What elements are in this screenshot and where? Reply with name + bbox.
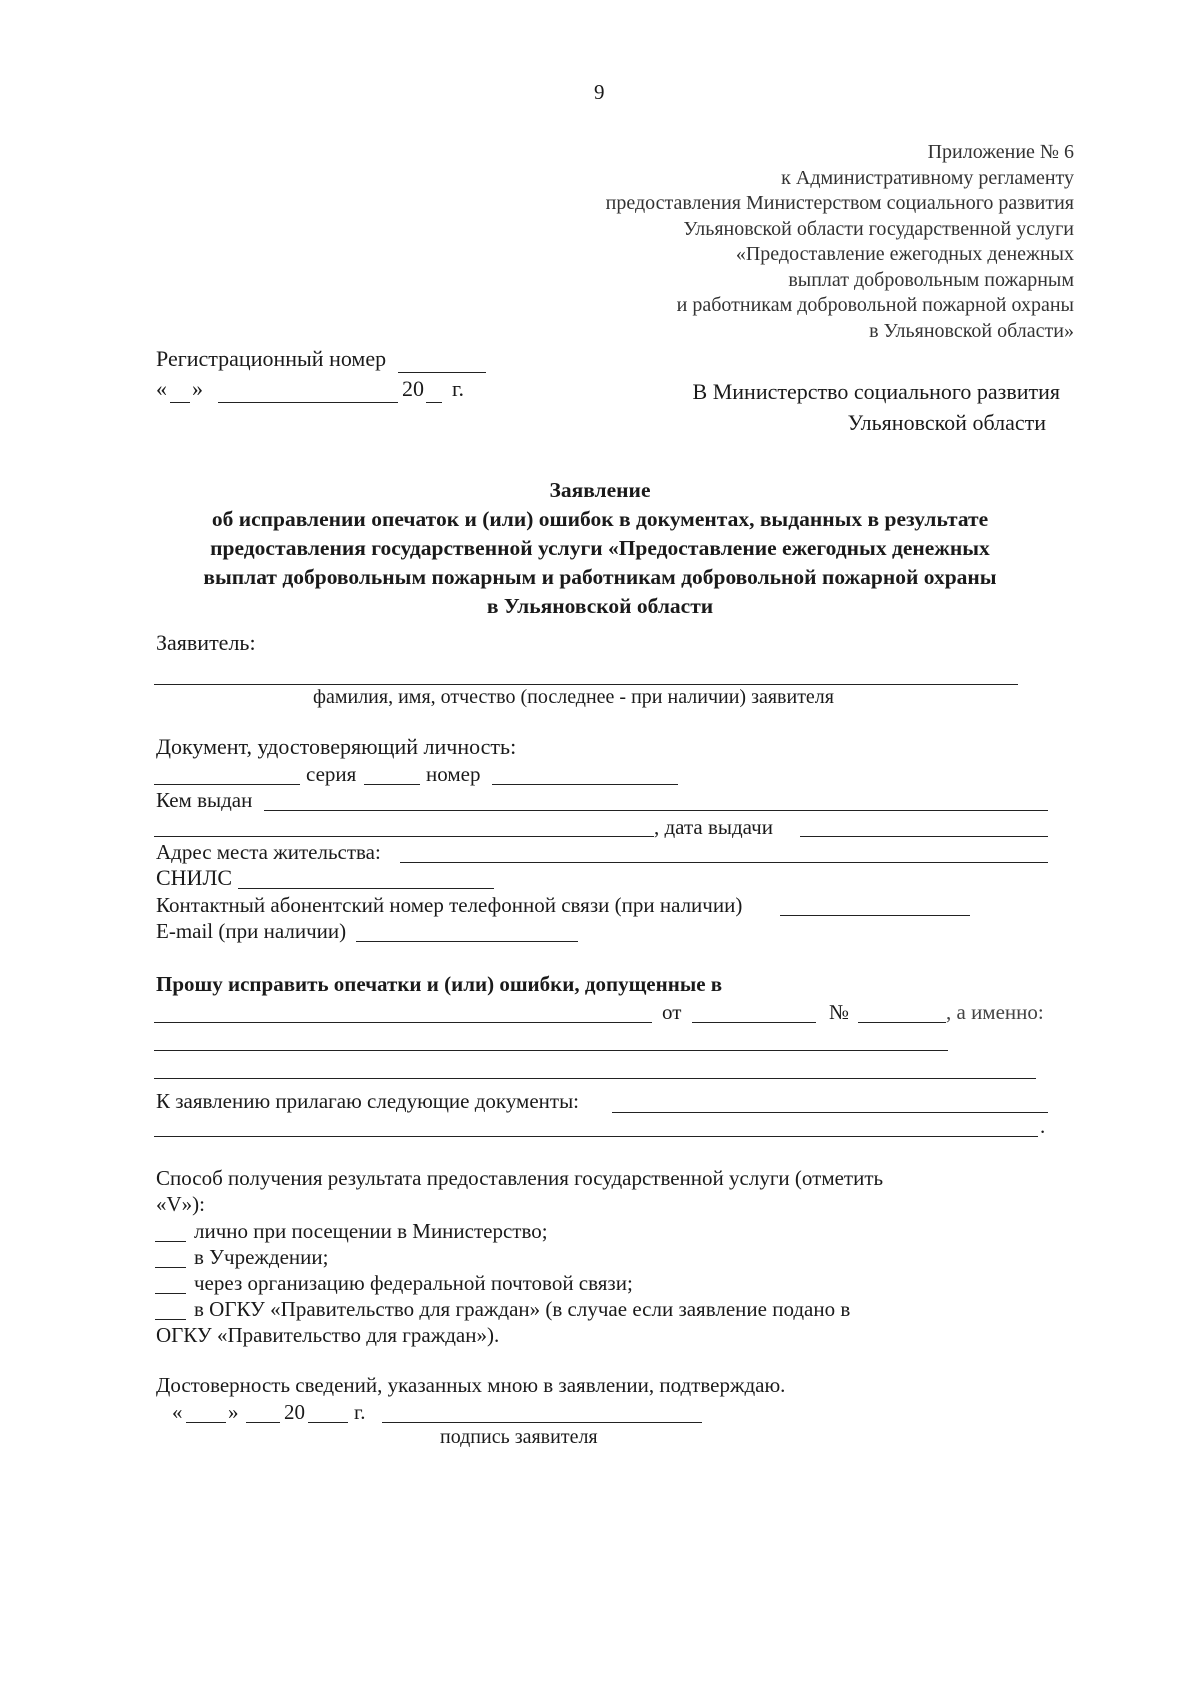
delivery-option-1: лично при посещении в Министерство; [194,1219,548,1243]
addressee-line: В Министерство социального развития [692,379,1060,404]
addressee-line: Ульяновской области [847,410,1046,435]
document-title [150,476,1050,621]
title-line: выплат добровольным пожарным и работникам добровольной пожарной охраны [203,565,997,589]
delivery-option-checkbox-1[interactable] [155,1241,186,1242]
signature-field[interactable] [382,1422,702,1423]
applicant-name-field[interactable] [154,684,1018,685]
issue-date-field[interactable] [800,836,1048,837]
identity-heading: Документ, удостоверяющий личность: [156,734,517,759]
delivery-option-4: в ОГКУ «Правительство для граждан» (в случае если заявление подано в [194,1297,851,1321]
email-field[interactable] [356,941,578,942]
appendix-line: Ульяновской области государственной услуги [683,217,1074,240]
title-line: об исправлении опечаток и (или) ошибок в документах, выданных в результате [211,507,989,531]
appendix-header [606,140,1074,344]
request-from-label: от [662,1000,682,1024]
phone-label: Контактный абонентский номер телефонной связи (при наличии) [156,893,743,917]
address-label: Адрес места жительства: [156,840,381,864]
delivery-option-3: через организацию федеральной почтовой связи; [194,1271,633,1295]
identity-series-field[interactable] [364,784,420,785]
confirmation-month-field[interactable] [246,1422,280,1423]
snils-field[interactable] [238,888,494,889]
request-date-field[interactable] [692,1022,816,1023]
address-field[interactable] [400,862,1048,863]
applicant-name-caption: фамилия, имя, отчество (последнее - при наличии) заявителя [313,686,834,708]
issued-by-field-continued[interactable] [154,836,654,837]
appendix-line: выплат добровольным пожарным [788,268,1074,291]
registration-date-close-quote: » [192,376,203,401]
request-details-field-1[interactable] [154,1050,948,1051]
registration-month-field[interactable] [218,402,398,403]
appendix-line: Приложение № 6 [927,141,1074,163]
title-line: Заявление [549,478,651,502]
confirmation-text: Достоверность сведений, указанных мною в заявлении, подтверждаю. [156,1373,786,1397]
appendix-line: «Предоставление ежегодных денежных [735,243,1074,265]
applicant-label: Заявитель: [156,630,256,655]
delivery-option-checkbox-3[interactable] [155,1293,186,1294]
snils-label: СНИЛС [156,865,233,890]
phone-field[interactable] [780,915,970,916]
confirmation-day-field[interactable] [186,1422,226,1423]
registration-date-open-quote: « [156,376,167,401]
request-number-field[interactable] [858,1022,946,1023]
registration-year-prefix: 20 [402,376,424,401]
identity-doc-type-field[interactable] [154,784,300,785]
attachments-end-mark: . [1040,1114,1046,1138]
appendix-line: к Административному регламенту [781,166,1074,189]
signature-caption: подпись заявителя [440,1426,598,1448]
delivery-option-checkbox-4[interactable] [155,1319,186,1320]
registration-number-field[interactable] [398,372,486,373]
confirmation-year-suffix: г. [354,1400,366,1424]
identity-series-label: серия [306,762,357,786]
attachments-field-1[interactable] [612,1112,1048,1113]
appendix-line: предоставления Министерством социального развития [605,192,1074,214]
identity-number-field[interactable] [492,784,678,785]
page-number: 9 [594,80,605,104]
delivery-option-2: в Учреждении; [194,1245,329,1269]
registration-day-field[interactable] [170,402,190,403]
request-number-sign: № [829,1000,850,1024]
delivery-intro: Способ получения результата предоставления государственной услуги (отметить [156,1166,884,1190]
attachments-field-2[interactable] [154,1136,1038,1137]
request-document-field[interactable] [154,1022,652,1023]
issued-by-label: Кем выдан [156,788,253,812]
identity-number-label: номер [426,762,481,786]
addressee [693,376,1060,438]
appendix-line: в Ульяновской области» [869,319,1074,342]
issue-date-label: , дата выдачи [654,815,773,839]
request-details-field-2[interactable] [154,1078,1036,1079]
confirmation-date-open-quote: « [172,1400,183,1424]
delivery-option-checkbox-2[interactable] [155,1267,186,1268]
issued-by-field[interactable] [264,810,1048,811]
appendix-line: и работникам добровольной пожарной охраны [676,294,1074,316]
delivery-option-4-cont: ОГКУ «Правительство для граждан»). [156,1323,500,1347]
registration-year-field[interactable] [426,402,442,403]
request-heading: Прошу исправить опечатки и (или) ошибки, допущенные в [156,972,723,996]
attachments-label: К заявлению прилагаю следующие документы: [156,1089,580,1113]
delivery-intro-cont: «V»): [156,1192,205,1216]
confirmation-year-prefix: 20 [284,1400,305,1424]
registration-year-suffix: г. [452,376,465,401]
confirmation-year-field[interactable] [308,1422,348,1423]
title-line: предоставления государственной услуги «Предоставление ежегодных денежных [210,536,990,560]
request-namely-label: , а именно: [946,1000,1044,1024]
confirmation-date-close-quote: » [228,1400,239,1424]
title-line: в Ульяновской области [486,594,714,618]
email-label: E-mail (при наличии) [156,919,347,943]
registration-number-label: Регистрационный номер [156,346,387,371]
